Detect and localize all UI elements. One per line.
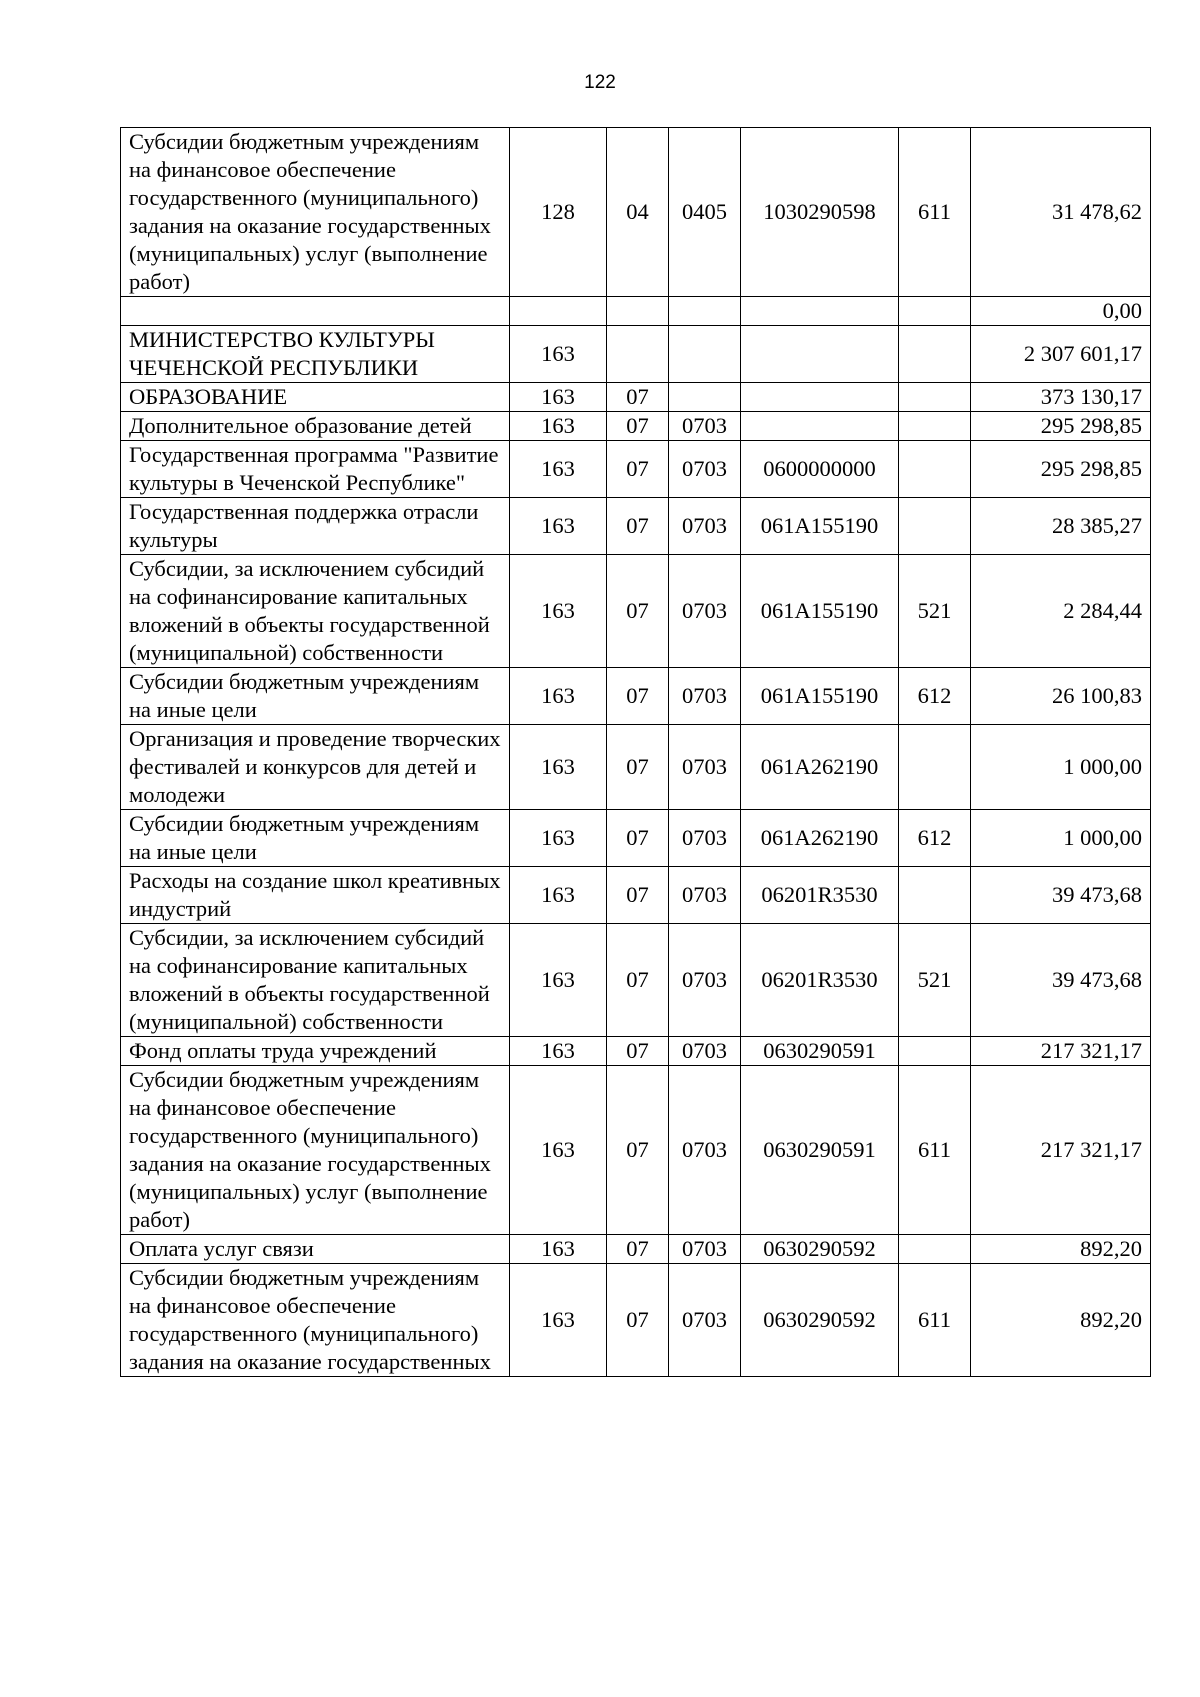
row-section-cell: 07 (607, 1066, 669, 1235)
row-expense-type-cell (899, 1235, 971, 1264)
row-name-cell: Субсидии бюджетным учреждениям на финансовое обеспечение государственного (муниципального) задания на оказание государственных (121, 1264, 510, 1377)
row-admin-code-cell (510, 297, 607, 326)
row-subsection-cell: 0703 (669, 810, 741, 867)
row-amount-cell: 39 473,68 (971, 924, 1151, 1037)
row-name-cell: Субсидии бюджетным учреждениям на иные цели (121, 810, 510, 867)
row-name-cell: Расходы на создание школ креативных индустрий (121, 867, 510, 924)
row-section-cell (607, 297, 669, 326)
row-target-code-cell: 0630290591 (741, 1066, 899, 1235)
row-admin-code-cell: 163 (510, 555, 607, 668)
row-section-cell: 07 (607, 924, 669, 1037)
row-amount-cell: 28 385,27 (971, 498, 1151, 555)
row-target-code-cell: 0630290592 (741, 1235, 899, 1264)
row-admin-code-cell: 163 (510, 668, 607, 725)
row-amount-cell: 892,20 (971, 1264, 1151, 1377)
row-subsection-cell: 0703 (669, 555, 741, 668)
row-subsection-cell: 0703 (669, 725, 741, 810)
row-expense-type-cell (899, 441, 971, 498)
row-subsection-cell: 0703 (669, 1235, 741, 1264)
row-expense-type-cell (899, 1037, 971, 1066)
row-amount-cell: 39 473,68 (971, 867, 1151, 924)
row-target-code-cell: 1030290598 (741, 128, 899, 297)
table-row (121, 1264, 1151, 1377)
row-target-code-cell: 06201R3530 (741, 867, 899, 924)
row-admin-code-cell: 163 (510, 412, 607, 441)
table-row (121, 383, 1151, 412)
row-section-cell: 07 (607, 1235, 669, 1264)
row-name-cell: Фонд оплаты труда учреждений (121, 1037, 510, 1066)
table-row (121, 326, 1151, 383)
row-admin-code-cell: 163 (510, 1037, 607, 1066)
row-amount-cell: 217 321,17 (971, 1037, 1151, 1066)
row-name-cell: Субсидии бюджетным учреждениям на иные цели (121, 668, 510, 725)
row-name-cell: Организация и проведение творческих фестивалей и конкурсов для детей и молодежи (121, 725, 510, 810)
row-expense-type-cell (899, 412, 971, 441)
row-target-code-cell: 0630290591 (741, 1037, 899, 1066)
row-section-cell: 07 (607, 810, 669, 867)
row-amount-cell: 2 284,44 (971, 555, 1151, 668)
row-subsection-cell: 0703 (669, 867, 741, 924)
row-section-cell: 07 (607, 441, 669, 498)
row-expense-type-cell (899, 498, 971, 555)
row-amount-cell: 1 000,00 (971, 810, 1151, 867)
row-subsection-cell: 0703 (669, 412, 741, 441)
table-row (121, 1037, 1151, 1066)
row-expense-type-cell (899, 326, 971, 383)
row-expense-type-cell: 521 (899, 924, 971, 1037)
table-row (121, 725, 1151, 810)
row-admin-code-cell: 163 (510, 498, 607, 555)
row-amount-cell: 217 321,17 (971, 1066, 1151, 1235)
row-expense-type-cell: 611 (899, 128, 971, 297)
row-target-code-cell: 061A155190 (741, 555, 899, 668)
row-section-cell (607, 326, 669, 383)
row-section-cell: 07 (607, 1264, 669, 1377)
row-admin-code-cell: 163 (510, 867, 607, 924)
row-section-cell: 07 (607, 725, 669, 810)
table-row (121, 668, 1151, 725)
table-row (121, 441, 1151, 498)
row-expense-type-cell (899, 297, 971, 326)
row-target-code-cell: 0630290592 (741, 1264, 899, 1377)
row-target-code-cell: 061A155190 (741, 668, 899, 725)
page-number: 122 (584, 72, 616, 93)
row-subsection-cell: 0703 (669, 1264, 741, 1377)
row-amount-cell: 2 307 601,17 (971, 326, 1151, 383)
table-row (121, 498, 1151, 555)
row-name-cell: МИНИСТЕРСТВО КУЛЬТУРЫ ЧЕЧЕНСКОЙ РЕСПУБЛИКИ (121, 326, 510, 383)
row-name-cell: Оплата услуг связи (121, 1235, 510, 1264)
table-row (121, 555, 1151, 668)
row-name-cell: Субсидии, за исключением субсидий на софинансирование капитальных вложений в объекты государственной (муниципальной) собственности (121, 555, 510, 668)
row-expense-type-cell (899, 383, 971, 412)
row-amount-cell: 373 130,17 (971, 383, 1151, 412)
table-row (121, 924, 1151, 1037)
row-admin-code-cell: 163 (510, 441, 607, 498)
row-admin-code-cell: 163 (510, 1066, 607, 1235)
row-amount-cell: 1 000,00 (971, 725, 1151, 810)
row-subsection-cell: 0703 (669, 498, 741, 555)
table-row (121, 1066, 1151, 1235)
row-subsection-cell (669, 297, 741, 326)
row-target-code-cell (741, 297, 899, 326)
row-section-cell: 07 (607, 412, 669, 441)
row-expense-type-cell: 521 (899, 555, 971, 668)
row-section-cell: 07 (607, 668, 669, 725)
budget-table (120, 127, 1151, 1377)
row-name-cell: Государственная программа "Развитие культуры в Чеченской Республике" (121, 441, 510, 498)
row-expense-type-cell: 611 (899, 1066, 971, 1235)
row-name-cell (121, 297, 510, 326)
row-section-cell: 04 (607, 128, 669, 297)
row-section-cell: 07 (607, 383, 669, 412)
table-row (121, 867, 1151, 924)
row-subsection-cell: 0703 (669, 668, 741, 725)
table-row (121, 810, 1151, 867)
row-amount-cell: 892,20 (971, 1235, 1151, 1264)
row-amount-cell: 31 478,62 (971, 128, 1151, 297)
row-admin-code-cell: 163 (510, 383, 607, 412)
row-amount-cell: 26 100,83 (971, 668, 1151, 725)
row-section-cell: 07 (607, 555, 669, 668)
table-row (121, 412, 1151, 441)
row-target-code-cell (741, 326, 899, 383)
row-section-cell: 07 (607, 498, 669, 555)
row-name-cell: Субсидии бюджетным учреждениям на финансовое обеспечение государственного (муниципального) задания на оказание государственных (муниципальных) услуг (выполнение работ) (121, 1066, 510, 1235)
row-subsection-cell: 0703 (669, 1066, 741, 1235)
row-name-cell: Государственная поддержка отрасли культуры (121, 498, 510, 555)
row-target-code-cell (741, 383, 899, 412)
row-admin-code-cell: 163 (510, 1235, 607, 1264)
row-admin-code-cell: 163 (510, 725, 607, 810)
row-subsection-cell: 0703 (669, 441, 741, 498)
row-amount-cell: 295 298,85 (971, 441, 1151, 498)
row-target-code-cell: 061A262190 (741, 725, 899, 810)
row-target-code-cell: 06201R3530 (741, 924, 899, 1037)
row-target-code-cell (741, 412, 899, 441)
row-subsection-cell: 0405 (669, 128, 741, 297)
row-admin-code-cell: 128 (510, 128, 607, 297)
row-admin-code-cell: 163 (510, 326, 607, 383)
row-target-code-cell: 0600000000 (741, 441, 899, 498)
row-amount-cell: 0,00 (971, 297, 1151, 326)
row-expense-type-cell: 612 (899, 668, 971, 725)
row-name-cell: ОБРАЗОВАНИЕ (121, 383, 510, 412)
row-amount-cell: 295 298,85 (971, 412, 1151, 441)
row-expense-type-cell (899, 867, 971, 924)
row-subsection-cell (669, 383, 741, 412)
table-row (121, 128, 1151, 297)
row-expense-type-cell: 612 (899, 810, 971, 867)
row-name-cell: Дополнительное образование детей (121, 412, 510, 441)
row-name-cell: Субсидии, за исключением субсидий на софинансирование капитальных вложений в объекты государственной (муниципальной) собственности (121, 924, 510, 1037)
table-row (121, 1235, 1151, 1264)
row-expense-type-cell (899, 725, 971, 810)
row-subsection-cell: 0703 (669, 1037, 741, 1066)
budget-table-body (121, 128, 1151, 1377)
row-expense-type-cell: 611 (899, 1264, 971, 1377)
row-admin-code-cell: 163 (510, 1264, 607, 1377)
row-section-cell: 07 (607, 867, 669, 924)
row-subsection-cell (669, 326, 741, 383)
row-subsection-cell: 0703 (669, 924, 741, 1037)
row-name-cell: Субсидии бюджетным учреждениям на финансовое обеспечение государственного (муниципального) задания на оказание государственных (муниципальных) услуг (выполнение работ) (121, 128, 510, 297)
row-section-cell: 07 (607, 1037, 669, 1066)
row-target-code-cell: 061A155190 (741, 498, 899, 555)
row-target-code-cell: 061A262190 (741, 810, 899, 867)
row-admin-code-cell: 163 (510, 924, 607, 1037)
row-admin-code-cell: 163 (510, 810, 607, 867)
table-row (121, 297, 1151, 326)
